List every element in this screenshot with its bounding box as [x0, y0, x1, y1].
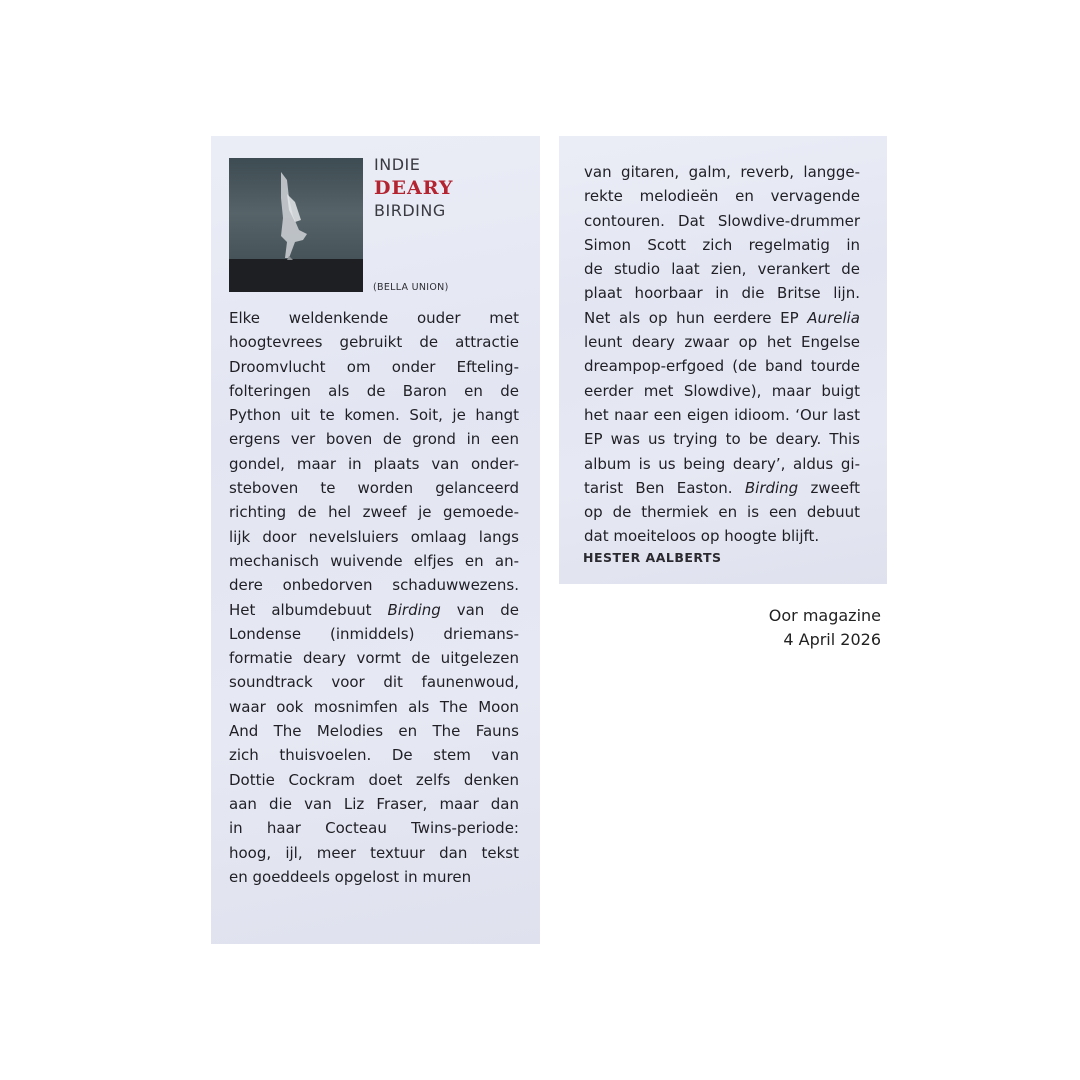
article-line: EP was us trying to be deary. This: [584, 430, 860, 449]
article-line: in haar Cocteau Twins-periode:: [229, 819, 519, 838]
artist-name: DEARY: [374, 177, 454, 199]
article-line: lijk door nevelsluiers omlaag langs: [229, 527, 519, 546]
article-line: Elke weldenkende ouder met: [229, 309, 519, 327]
article-line: Londense (inmiddels) driemans-: [229, 624, 519, 643]
article-line: hoog, ijl, meer textuur dan tekst: [229, 843, 519, 862]
article-line: de studio laat zien, verankert de: [584, 260, 860, 279]
article-line: contouren. Dat Slowdive-drummer: [584, 211, 860, 230]
article-line: Simon Scott zich regelmatig in: [584, 235, 860, 254]
review-clipping-left: [211, 136, 540, 944]
article-line: dat moeiteloos op hoogte blijft.: [584, 527, 820, 546]
article-line: And The Melodies en The Fauns: [229, 722, 519, 741]
article-line: plaat hoorbaar in die Britse lijn.: [584, 284, 860, 303]
article-line: eerder met Slowdive), maar buigt: [584, 381, 860, 400]
review-body-left: [229, 306, 519, 889]
article-line: steboven te worden gelanceerd: [229, 479, 519, 498]
article-line: gondel, maar in plaats van onder-: [229, 454, 519, 473]
genre-label: INDIE: [374, 155, 421, 174]
publication-date: 4 April 2026: [783, 630, 881, 649]
record-label: (BELLA UNION): [373, 282, 449, 293]
article-line: zich thuisvoelen. De stem van: [229, 746, 519, 765]
article-line: van gitaren, galm, reverb, langge-: [584, 163, 860, 181]
article-line: album is us being deary’, aldus gi-: [584, 454, 860, 473]
article-line: Het albumdebuut Birding van de: [229, 600, 519, 619]
article-line: Net als op hun eerdere EP Aurelia: [584, 308, 860, 327]
article-line: folteringen als de Baron en de: [229, 381, 519, 400]
article-line: ergens ver boven de grond in een: [229, 430, 519, 449]
article-line: waar ook mosnimfen als The Moon: [229, 697, 519, 716]
article-line: Python uit te komen. Soit, je hangt: [229, 406, 519, 425]
review-body-right: [584, 160, 860, 549]
album-title: BIRDING: [374, 201, 446, 220]
article-line: dreampop-erfgoed (de band tourde: [584, 357, 860, 376]
article-line: aan die van Liz Fraser, maar dan: [229, 794, 519, 813]
review-header: [374, 154, 453, 222]
author-byline: HESTER AALBERTS: [583, 550, 722, 565]
article-line: leunt deary zwaar op het Engelse: [584, 333, 860, 352]
article-line: richting de hel zweef je gemoede-: [229, 503, 519, 522]
article-line: dere onbedorven schaduwwezens.: [229, 576, 519, 595]
article-line: formatie deary vormt de uitgelezen: [229, 649, 519, 668]
article-line: op de thermiek en is een debuut: [584, 503, 860, 522]
magazine-name: Oor magazine: [768, 606, 881, 625]
album-cover-image: [229, 158, 363, 292]
article-line: Dottie Cockram doet zelfs denken: [229, 770, 519, 789]
article-line: soundtrack voor dit faunenwoud,: [229, 673, 519, 692]
review-clipping-right: [559, 136, 887, 584]
source-caption: [769, 604, 881, 652]
article-line: rekte melodieën en vervagende: [584, 187, 860, 206]
article-line: en goeddeels opgelost in muren: [229, 867, 472, 886]
article-line: Droomvlucht om onder Efteling-: [229, 357, 519, 376]
article-line: het naar een eigen idioom. ‘Our last: [584, 405, 860, 424]
article-line: mechanisch wuivende elfjes en an-: [229, 551, 519, 570]
article-line: hoogtevrees gebruikt de attractie: [229, 333, 519, 352]
article-line: tarist Ben Easton. Birding zweeft: [584, 478, 860, 497]
